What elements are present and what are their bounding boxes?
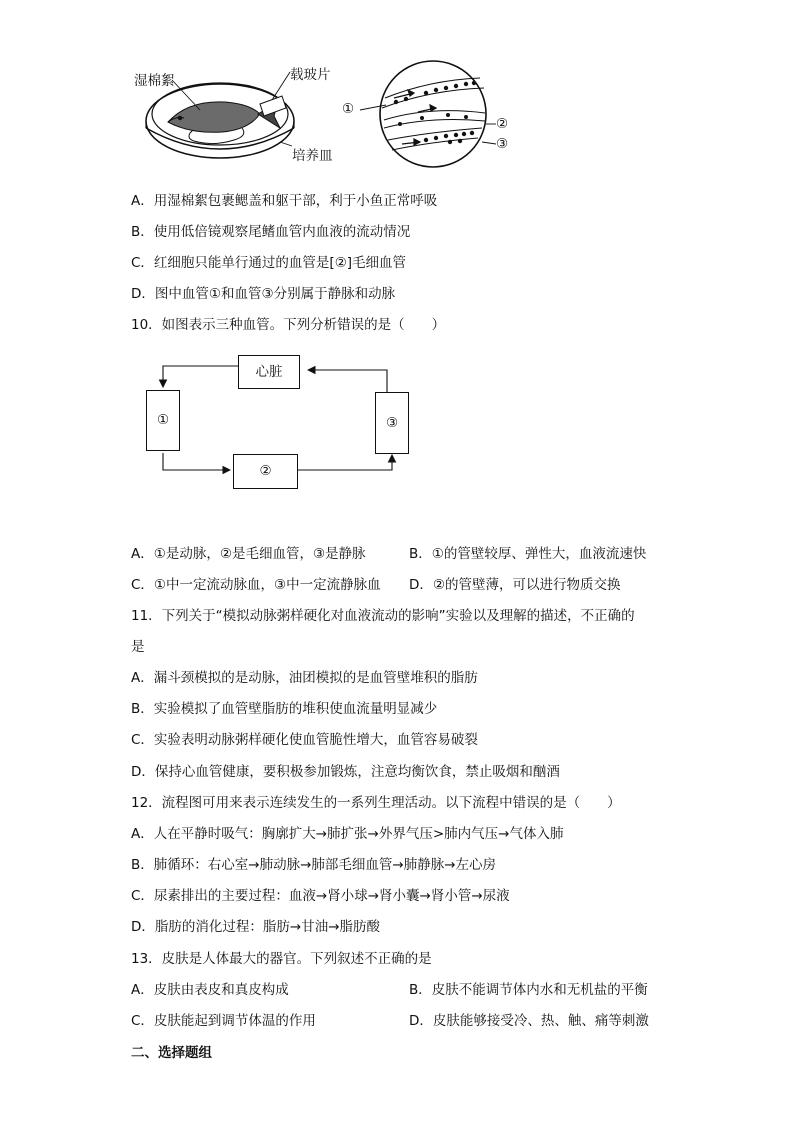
q11-option-a: A．漏斗颈模拟的是动脉，油团模拟的是血管壁堆积的脂肪 bbox=[131, 670, 478, 686]
label-petri-dish: 培养皿 bbox=[292, 148, 333, 164]
q11-option-d: D．保持心血管健康，要积极参加锻炼，注意均衡饮食，禁止吸烟和酗酒 bbox=[131, 764, 560, 780]
q12-stem: 12．流程图可用来表示连续发生的一系列生理活动。以下流程中错误的是（ ） bbox=[131, 795, 621, 811]
q12-option-a: A．人在平静时吸气：胸廓扩大→肺扩张→外界气压>肺内气压→气体入肺 bbox=[131, 826, 564, 842]
vessel-label-3: ③ bbox=[496, 136, 509, 152]
q9-option-a: A．用湿棉絮包裹鳃盖和躯干部，利于小鱼正常呼吸 bbox=[131, 193, 438, 209]
vessel-label-2: ② bbox=[496, 116, 509, 132]
label-wet-cotton: 湿棉絮 bbox=[134, 73, 175, 89]
vessel-box-3 bbox=[375, 392, 409, 454]
q11-stem: 11．下列关于“模拟动脉粥样硬化对血液流动的影响”实验以及理解的描述，不正确的 bbox=[131, 608, 635, 624]
q13-option-a: A．皮肤由表皮和真皮构成 bbox=[131, 982, 289, 998]
q9-option-c: C．红细胞只能单行通过的血管是[②]毛细血管 bbox=[131, 255, 407, 271]
vessel-label-1: ① bbox=[342, 101, 355, 117]
vessel-box-1-label: ① bbox=[156, 412, 170, 428]
q10-option-c: C．①中一定流动脉血，③中一定流静脉血 bbox=[131, 577, 381, 593]
q9-option-b: B．使用低倍镜观察尾鳍血管内血液的流动情况 bbox=[131, 224, 411, 240]
vessel-box-2 bbox=[233, 454, 298, 489]
q13-option-d: D．皮肤能够接受冷、热、触、痛等刺激 bbox=[409, 1013, 649, 1029]
q11-option-c: C．实验表明动脉粥样硬化使血管脆性增大，血管容易破裂 bbox=[131, 732, 478, 748]
q13-option-b: B．皮肤不能调节体内水和无机盐的平衡 bbox=[409, 982, 648, 998]
section-heading: 二、选择题组 bbox=[131, 1045, 212, 1061]
label-slide: 载玻片 bbox=[290, 67, 331, 83]
q13-stem: 13．皮肤是人体最大的器官。下列叙述不正确的是 bbox=[131, 951, 432, 967]
q12-option-b: B．肺循环：右心室→肺动脉→肺部毛细血管→肺静脉→左心房 bbox=[131, 857, 497, 873]
q11-stem-cont: 是 bbox=[131, 639, 145, 655]
q10-option-a: A．①是动脉，②是毛细血管，③是静脉 bbox=[131, 546, 366, 562]
q13-option-c: C．皮肤能起到调节体温的作用 bbox=[131, 1013, 316, 1029]
q12-option-d: D．脂肪的消化过程：脂肪→甘油→脂肪酸 bbox=[131, 919, 381, 935]
heart-box bbox=[238, 355, 300, 389]
q12-option-c: C．尿素排出的主要过程：血液→肾小球→肾小囊→肾小管→尿液 bbox=[131, 888, 510, 904]
vessel-box-2-label: ② bbox=[259, 463, 272, 479]
q10-option-b: B．①的管壁较厚、弹性大，血液流速快 bbox=[409, 546, 647, 562]
q10-stem: 10．如图表示三种血管。下列分析错误的是（ ） bbox=[131, 317, 446, 333]
vessel-box-1 bbox=[146, 390, 180, 451]
q9-option-d: D．图中血管①和血管③分别属于静脉和动脉 bbox=[131, 286, 396, 302]
vessel-box-3-label: ③ bbox=[385, 415, 399, 431]
q10-option-d: D．②的管壁薄，可以进行物质交换 bbox=[409, 577, 621, 593]
heart-label: 心脏 bbox=[255, 364, 283, 380]
q11-option-b: B．实验模拟了血管壁脂肪的堆积使血流量明显减少 bbox=[131, 701, 438, 717]
